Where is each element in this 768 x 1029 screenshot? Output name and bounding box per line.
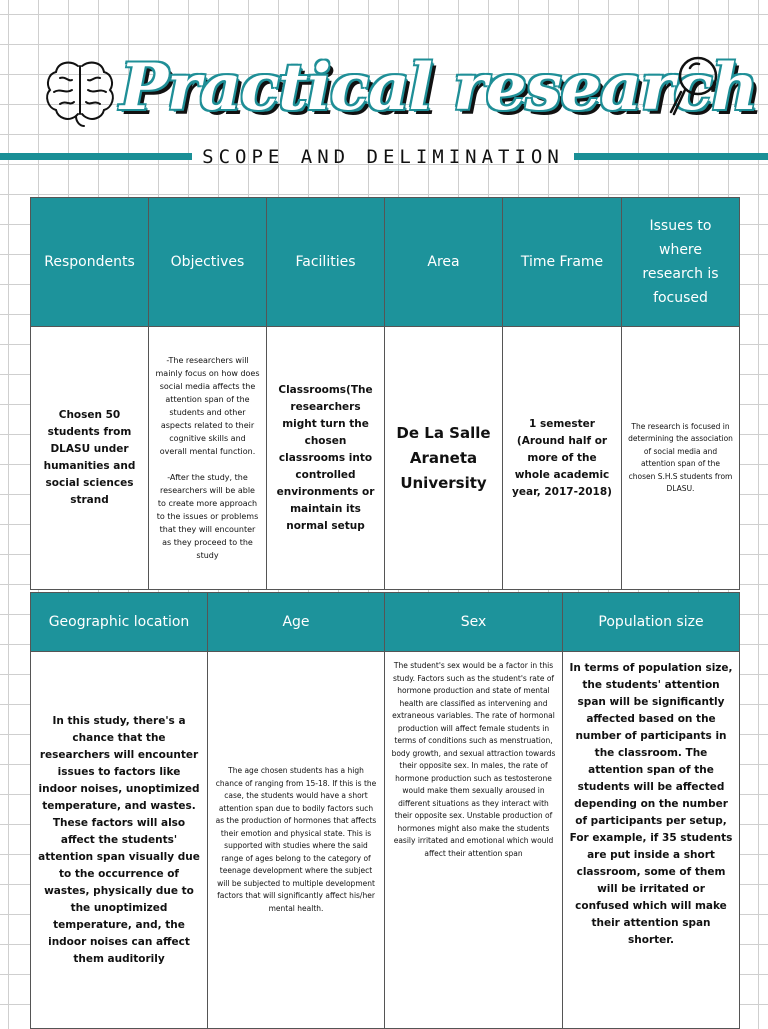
header-facilities: Facilities [267,198,385,327]
cell-population-size [563,652,740,1029]
cell-time-frame [503,327,622,590]
header-population-size: Population size [563,593,740,652]
scope-table-bottom [30,592,740,1029]
area-text: De La Salle Araneta University [396,423,491,492]
table-row [31,652,740,1029]
page-header [0,0,768,196]
cell-objectives [149,327,267,590]
table-row [31,327,740,590]
brain-icon [40,52,120,132]
cell-area [385,327,503,590]
cell-age [208,652,385,1029]
header-sex: Sex [385,593,563,652]
cell-respondents [31,327,149,590]
cell-issues-focused [622,327,740,590]
cell-facilities [267,327,385,590]
respondents-text: Chosen 50 students from DLASU under humanities and social sciences strand [43,409,136,506]
header-issues-focused: Issues to where research is focused [622,198,740,327]
page-subtitle: SCOPE AND DELIMINATION [202,146,564,168]
header-respondents: Respondents [31,198,149,327]
cell-geographic-location [31,652,208,1029]
magnifier-icon [668,52,724,124]
right-divider-rule [574,153,768,160]
sex-text: The student's sex would be a factor in this study. Factors such as the student's rate of hormone production and state of mental health are classified as intervening and extraneous variables. The rate of hormonal production will affect female students in terms of conditions such as menstruation, body growth, and sexual attraction towards their opposite sex. In males, the rate of hormone production such as testosterone would make them sexually aroused in different situations as they interact with their opposite sex. Unstable production of hormones might also make the students easily irritated and emotional which would affect their attention span [391,661,556,858]
header-time-frame: Time Frame [503,198,622,327]
scope-table-top [30,197,740,590]
header-area: Area [385,198,503,327]
issues-focused-text: The research is focused in determining the association of social media and attention span of the chosen S.H.S students from DLASU. [628,421,733,493]
time-frame-text: 1 semester (Around half or more of the whole academic year, 2017-2018) [512,417,612,498]
header-geographic-location: Geographic location [31,593,208,652]
left-divider-rule [0,153,192,160]
age-text: The age chosen students has a high chance of ranging from 15-18. If this is the case, the students would have a short attention span due to bodily factors such as the production of hormones that affects their emotion and physical state. This is supported with studies where the said range of ages belong to the category of teenage development where the subject will be subjected to multiple development factors that will significantly affect his/her mental health. [215,766,377,913]
page-title: Practical research [120,50,758,125]
cell-sex [385,652,563,1029]
population-size-text: In terms of population size, the students' attention span will be significantly affected based on the number of participants in the classroom. The attention span of the students will be affected depending on the number of participants per setup, For example, if 35 students are put inside a short classroom, some of them will be irritated or confused which will make their attention span shorter. [569,662,733,946]
table-header-row [31,198,740,327]
geographic-location-text: In this study, there's a chance that the researchers will encounter issues to factors like indoor noises, unoptimized temperature, and wastes. These factors will also affect the students' attention span visually due to the occurrence of wastes, physically due to the unoptimized temperature, and, the indoor noises can affect them auditorily [38,714,200,965]
objectives-text: -The researchers will mainly focus on how does social media affects the attention span of the students and other aspects related to their cognitive skills and overall mental function. -After the study, the researchers will be able to create more approach to the issues or problems that they will encounter as they proceed to the study [155,356,260,560]
header-age: Age [208,593,385,652]
facilities-text: Classrooms(The researchers might turn the chosen classrooms into controlled environments or maintain its normal setup [276,383,375,532]
header-objectives: Objectives [149,198,267,327]
table-header-row [31,593,740,652]
